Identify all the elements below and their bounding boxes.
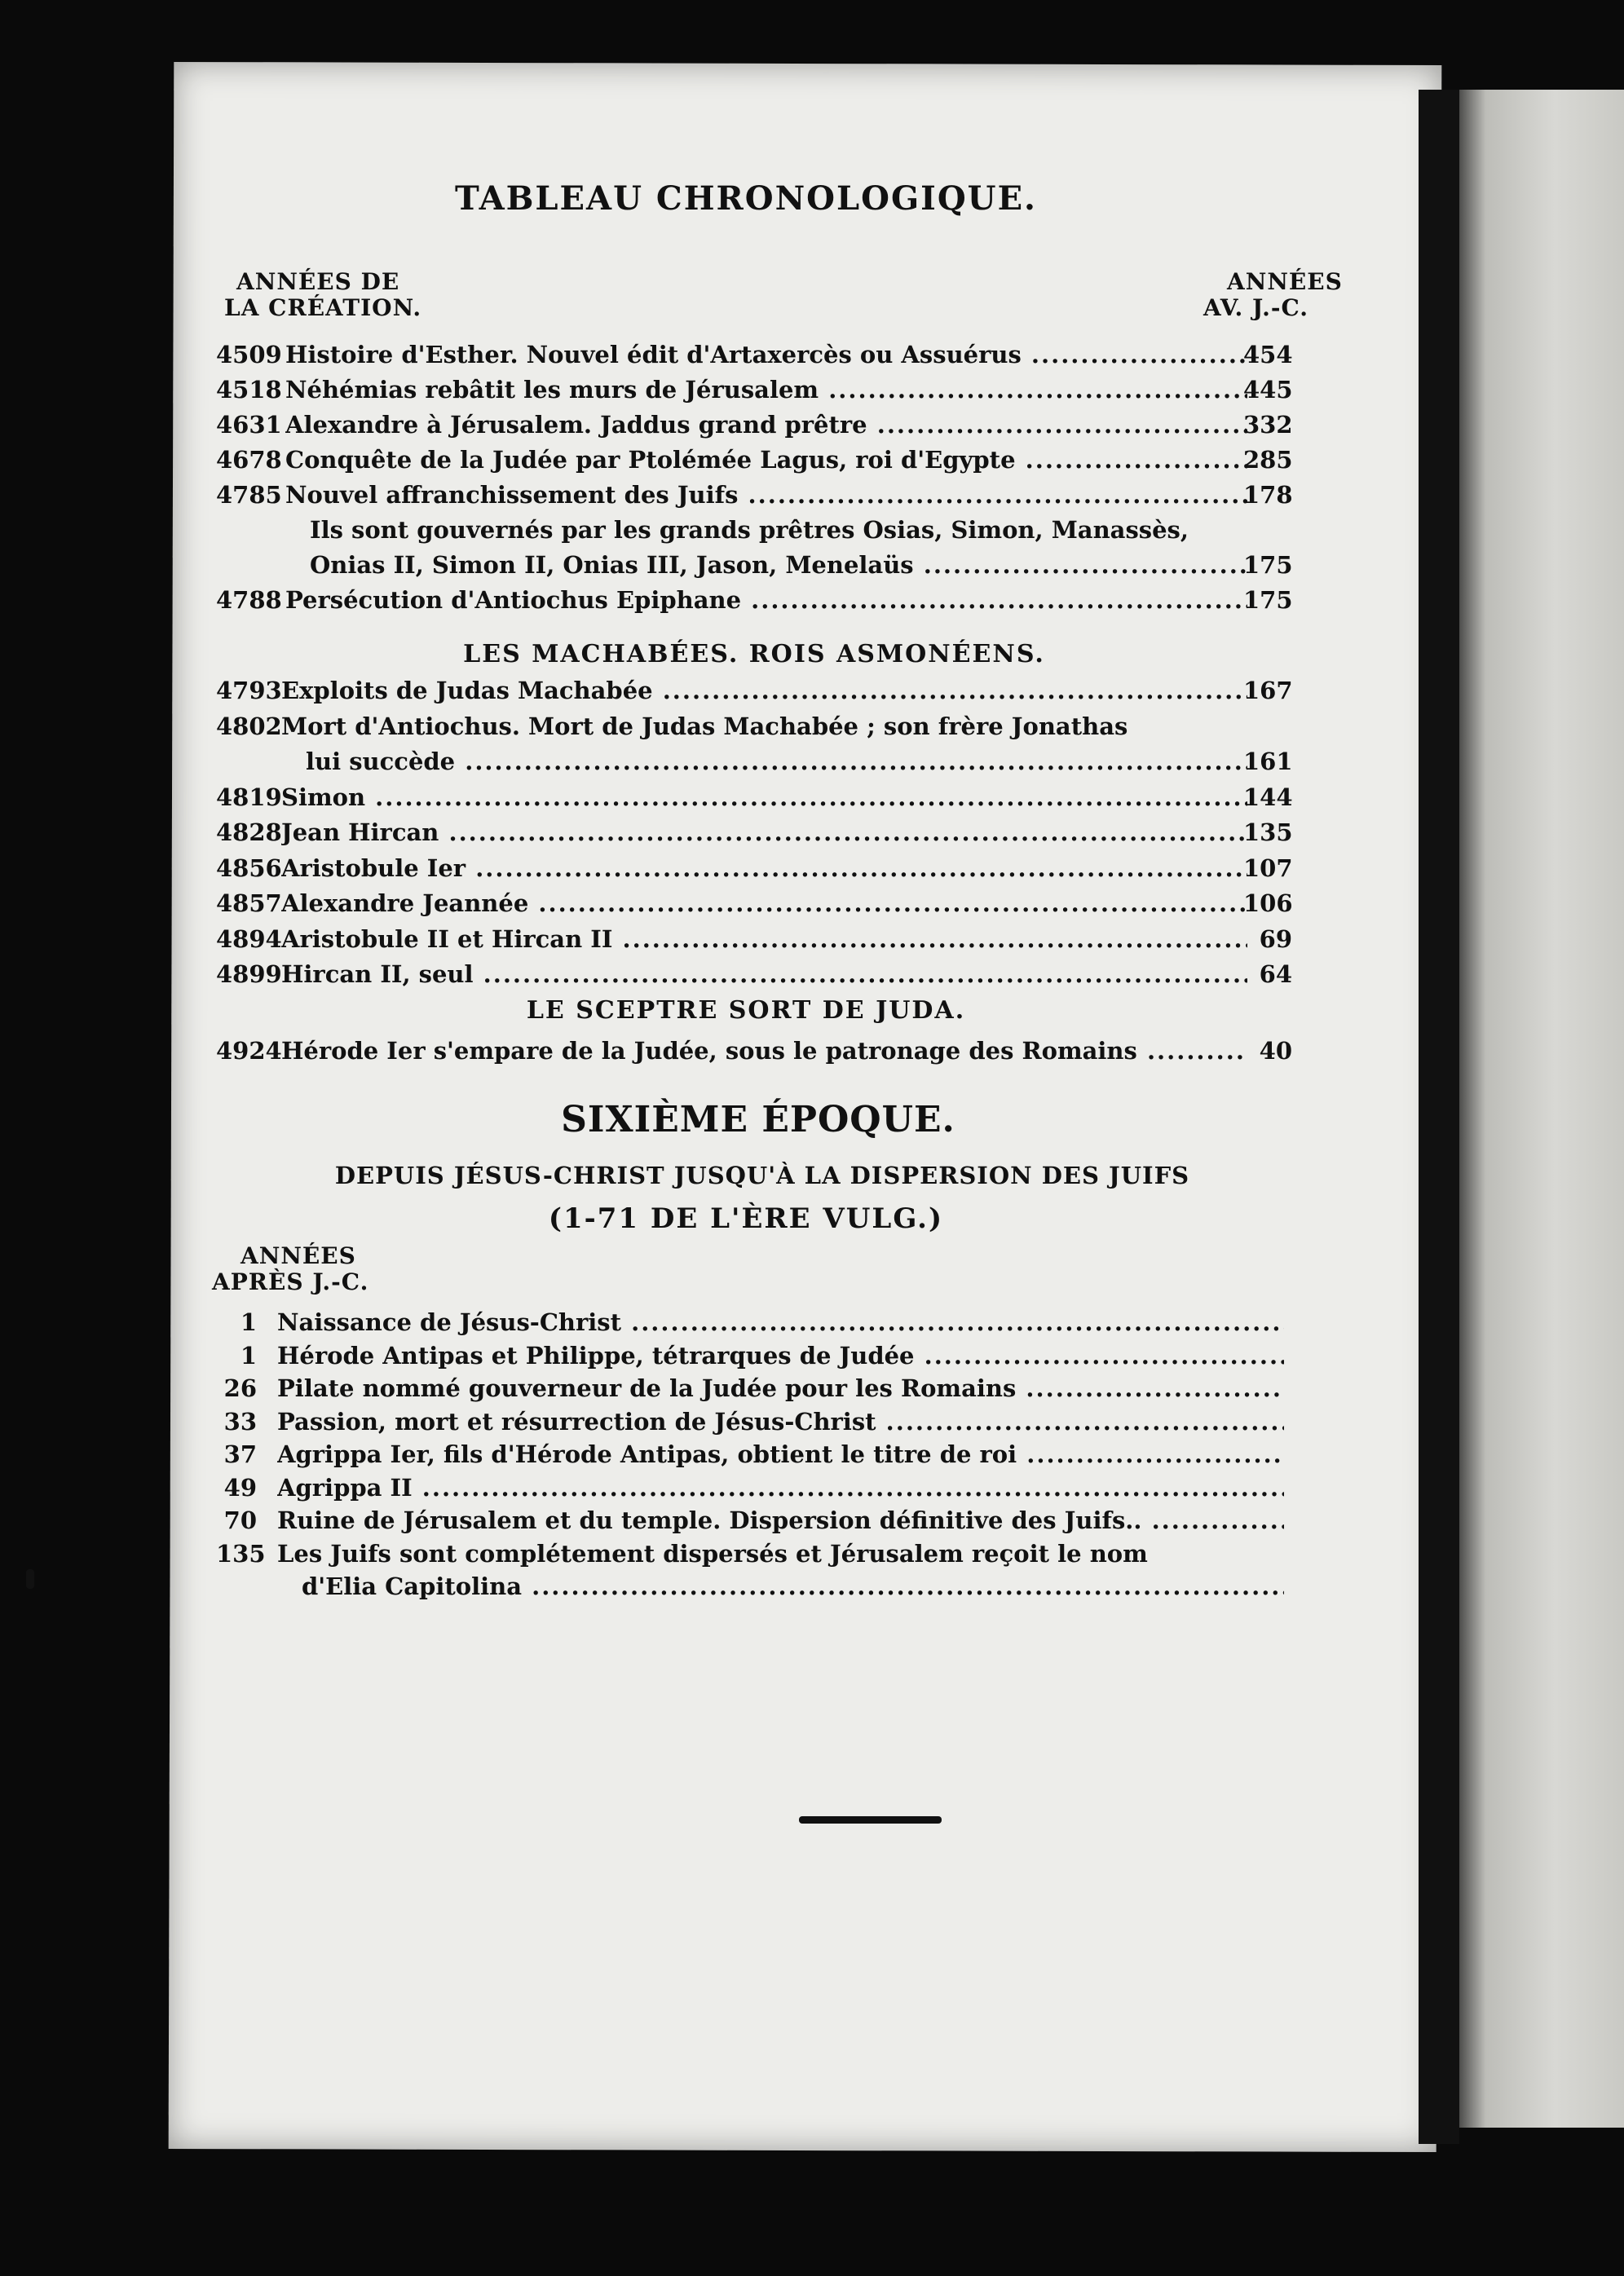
table-row bbox=[216, 818, 1300, 854]
row-year-bc: 144 bbox=[1243, 783, 1293, 811]
row-text: lui succède ..... bbox=[306, 748, 1247, 775]
row-year-bc: 40 bbox=[1259, 1037, 1292, 1065]
closing-rule bbox=[799, 1816, 942, 1824]
table-row bbox=[216, 748, 1300, 783]
row-year-bc: 161 bbox=[1243, 748, 1293, 775]
row-text: Mort d'Antiochus. Mort de Judas Machabée ; son frère Jonathas bbox=[281, 712, 1128, 740]
row-text: Alexandre à Jérusalem. Jaddus grand prêtre ..... bbox=[285, 411, 1247, 439]
row-year-bc: 285 bbox=[1243, 446, 1293, 474]
row-year: 135 bbox=[216, 1539, 266, 1568]
row-year: 4857 bbox=[216, 889, 282, 917]
epoch-heading: SIXIÈME ÉPOQUE. bbox=[561, 1099, 955, 1140]
table-row bbox=[216, 341, 1300, 376]
table-row bbox=[216, 1342, 1300, 1375]
table-row bbox=[216, 1572, 1300, 1606]
row-year-bc: 167 bbox=[1243, 677, 1293, 704]
table-row bbox=[216, 481, 1300, 516]
column-head-creation: ANNÉES DE LA CRÉATION. bbox=[224, 268, 422, 321]
row-text: Alexandre Jeannée ..... bbox=[281, 889, 1247, 917]
table-row bbox=[216, 551, 1300, 586]
row-year-bc: 135 bbox=[1243, 818, 1293, 846]
page-content bbox=[212, 0, 1343, 2087]
row-text: Pilate nommé gouverneur de la Judée pour les Romains ..... bbox=[277, 1374, 1284, 1402]
page-gutter-shadow bbox=[1419, 90, 1459, 2144]
row-year: 4924 bbox=[216, 1037, 282, 1065]
facing-page-edge bbox=[1451, 90, 1624, 2128]
section-heading-machabees: LES MACHABÉES. ROIS ASMONÉENS. bbox=[463, 640, 1045, 668]
table-row bbox=[216, 516, 1300, 551]
table-row bbox=[216, 586, 1300, 621]
row-text: Hérode Ier s'empare de la Judée, sous le patronage des Romains ..... bbox=[281, 1037, 1247, 1065]
row-text: Ruine de Jérusalem et du temple. Dispersion définitive des Juifs.. ..... bbox=[277, 1506, 1284, 1534]
row-year-bc: 107 bbox=[1243, 854, 1293, 882]
row-text: Nouvel affranchissement des Juifs ..... bbox=[285, 481, 1247, 509]
row-year: 4509 bbox=[216, 341, 282, 368]
table-row bbox=[216, 1374, 1300, 1408]
row-year-bc: 178 bbox=[1243, 481, 1293, 509]
row-text: Aristobule II et Hircan II ..... bbox=[281, 925, 1247, 953]
row-year-bc: 175 bbox=[1243, 551, 1293, 579]
row-year: 49 bbox=[223, 1473, 257, 1502]
row-text: Agrippa Ier, fils d'Hérode Antipas, obtient le titre de roi ..... bbox=[277, 1440, 1284, 1468]
row-year-bc: 64 bbox=[1259, 960, 1292, 988]
row-year: 4828 bbox=[216, 818, 282, 846]
row-year-bc: 69 bbox=[1259, 924, 1292, 953]
table-row bbox=[216, 783, 1300, 819]
table-row bbox=[216, 1408, 1300, 1441]
row-text: Naissance de Jésus-Christ ..... bbox=[277, 1308, 1284, 1336]
row-year: 1 bbox=[240, 1341, 257, 1370]
table-row bbox=[216, 411, 1300, 446]
table-row bbox=[216, 677, 1300, 712]
row-text: Persécution d'Antiochus Epiphane ..... bbox=[285, 586, 1247, 614]
row-text: Passion, mort et résurrection de Jésus-Christ ..... bbox=[277, 1408, 1284, 1436]
row-year: 33 bbox=[223, 1407, 257, 1436]
row-year: 4788 bbox=[216, 586, 282, 614]
margin-mark bbox=[26, 1569, 34, 1589]
row-year-bc: 175 bbox=[1243, 586, 1293, 614]
row-text: Agrippa II ..... bbox=[277, 1474, 1284, 1502]
table-row bbox=[216, 712, 1300, 748]
row-text: Hérode Antipas et Philippe, tétrarques de Judée ..... bbox=[277, 1342, 1284, 1370]
table-row bbox=[216, 1540, 1300, 1573]
row-text: Jean Hircan ..... bbox=[281, 818, 1247, 846]
row-text: d'Elia Capitolina ..... bbox=[302, 1572, 1284, 1600]
row-year-bc: 106 bbox=[1243, 889, 1293, 917]
table-row bbox=[216, 376, 1300, 411]
row-year-bc: 332 bbox=[1243, 411, 1293, 439]
row-text: Les Juifs sont complétement dispersés et Jérusalem reçoit le nom bbox=[277, 1539, 1148, 1568]
page-title: TABLEAU CHRONOLOGIQUE. bbox=[455, 179, 1037, 218]
row-year: 4678 bbox=[216, 446, 282, 474]
table-row bbox=[216, 925, 1300, 961]
row-text: Histoire d'Esther. Nouvel édit d'Artaxercès ou Assuérus ..... bbox=[285, 341, 1247, 368]
row-text: Simon ..... bbox=[281, 783, 1247, 811]
table-row bbox=[216, 960, 1300, 996]
row-text: Néhémias rebâtit les murs de Jérusalem ..... bbox=[285, 376, 1247, 404]
row-year-bc: 454 bbox=[1243, 341, 1293, 368]
epoch-date-range: (1-71 DE L'ÈRE VULG.) bbox=[548, 1202, 944, 1235]
row-text: Hircan II, seul ..... bbox=[281, 960, 1247, 988]
row-year: 1 bbox=[240, 1308, 257, 1336]
epoch-subtitle: DEPUIS JÉSUS-CHRIST JUSQU'À LA DISPERSION DES JUIFS bbox=[334, 1162, 1190, 1189]
row-year: 4894 bbox=[216, 924, 282, 953]
row-text: Aristobule Ier ..... bbox=[281, 854, 1247, 882]
row-year: 4899 bbox=[216, 960, 282, 988]
column-head-bc: ANNÉES AV. J.-C. bbox=[1203, 268, 1343, 321]
table-row bbox=[216, 1506, 1300, 1540]
row-year: 4785 bbox=[216, 481, 282, 509]
table-row bbox=[216, 446, 1300, 481]
row-year: 37 bbox=[223, 1440, 257, 1468]
table-row bbox=[216, 1037, 1300, 1072]
section-heading-sceptre: LE SCEPTRE SORT DE JUDA. bbox=[526, 996, 966, 1025]
row-year: 4631 bbox=[216, 411, 282, 439]
row-year: 4819 bbox=[216, 783, 282, 811]
row-year: 4802 bbox=[216, 712, 282, 740]
row-year: 4793 bbox=[216, 677, 282, 704]
row-year: 4518 bbox=[216, 376, 282, 404]
row-text: Exploits de Judas Machabée ..... bbox=[281, 677, 1247, 704]
table-row bbox=[216, 1308, 1300, 1342]
table-row bbox=[216, 854, 1300, 890]
table-row bbox=[216, 1474, 1300, 1507]
row-year-bc: 445 bbox=[1243, 376, 1293, 404]
row-text: Ils sont gouvernés par les grands prêtres Osias, Simon, Manassès, bbox=[310, 516, 1189, 544]
table-row bbox=[216, 1440, 1300, 1474]
row-text: Conquête de la Judée par Ptolémée Lagus, roi d'Egypte ..... bbox=[285, 446, 1247, 474]
row-year: 26 bbox=[223, 1374, 257, 1402]
row-year: 70 bbox=[223, 1506, 257, 1534]
table-row bbox=[216, 889, 1300, 925]
row-text: Onias II, Simon II, Onias III, Jason, Menelaüs ..... bbox=[310, 551, 1247, 579]
column-head-ad: ANNÉES APRÈS J.-C. bbox=[212, 1242, 369, 1295]
row-year: 4856 bbox=[216, 854, 282, 882]
